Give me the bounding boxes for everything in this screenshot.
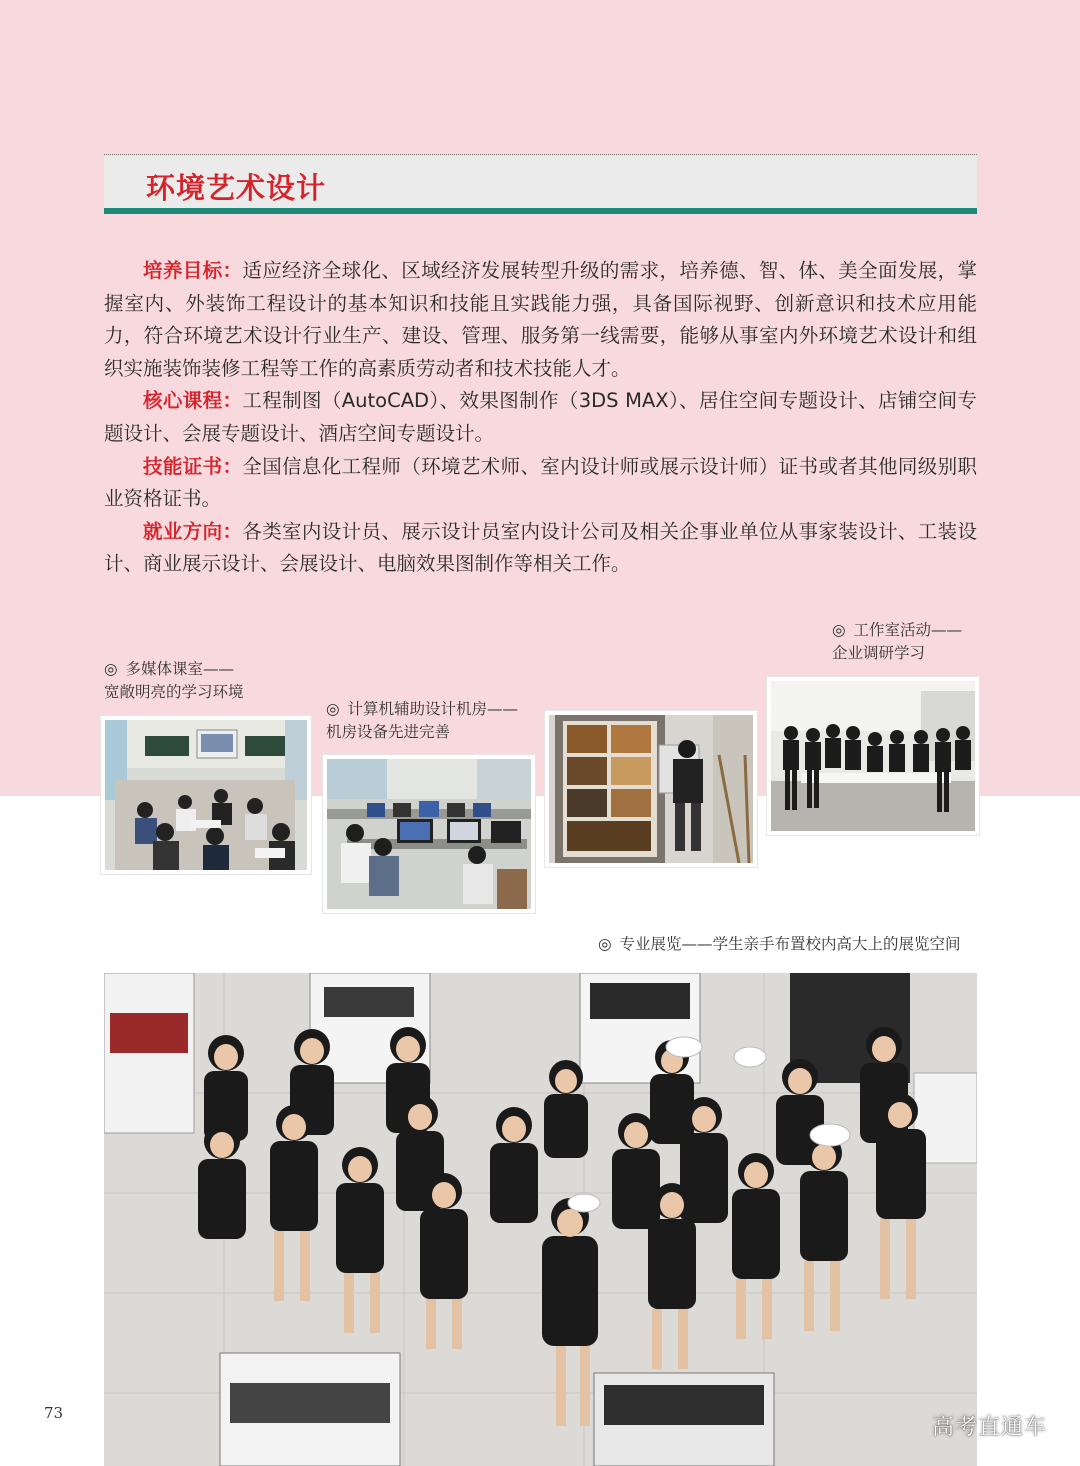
caption-bullet-icon: ◎ [326, 700, 340, 718]
caption-studio [832, 619, 962, 665]
label-employment: 就业方向： [143, 519, 243, 543]
caption-exhibition-line1: 专业展览——学生亲手布置校内高大上的展览空间 [619, 935, 961, 953]
text-employment: 各类室内设计员、展示设计员室内设计公司及相关企事业单位从事家装设计、工装设计、商业展示设计、会展设计、电脑效果图制作等相关工作。 [104, 519, 977, 576]
photo-computer-lab [323, 755, 535, 913]
caption-bullet-icon: ◎ [832, 621, 846, 639]
exhibition-boards-illustration [549, 715, 753, 863]
caption-computer-lab [326, 698, 518, 744]
studio-illustration [771, 681, 975, 831]
caption-studio-line2: 企业调研学习 [832, 644, 926, 662]
caption-multimedia [104, 658, 244, 704]
page-number: 73 [44, 1404, 64, 1422]
watermark: 高考直通车 [932, 1415, 1048, 1440]
label-certificates: 技能证书： [143, 454, 243, 478]
paragraph-core-courses [104, 385, 977, 450]
caption-computer-lab-line1: 计算机辅助设计机房—— [347, 700, 519, 718]
group-exhibition-illustration [104, 973, 977, 1466]
caption-bullet-icon: ◎ [598, 935, 612, 953]
caption-multimedia-line2: 宽敞明亮的学习环境 [104, 683, 244, 701]
paragraph-certificates [104, 451, 977, 516]
caption-exhibition [598, 933, 961, 956]
label-training-goal: 培养目标： [143, 259, 243, 282]
photo-multimedia-classroom [101, 716, 311, 874]
photo-exhibition-boards [545, 711, 757, 867]
text-certificates: 全国信息化工程师（环境艺术师、室内设计师或展示设计师）证书或者其他同级别职业资格证书。 [104, 454, 977, 511]
header-teal-rule [104, 208, 977, 214]
section-header [104, 154, 977, 214]
photo-group-exhibition [104, 973, 977, 1466]
caption-studio-line1: 工作室活动—— [853, 621, 963, 639]
caption-multimedia-line1: 多媒体课室—— [125, 660, 235, 678]
header-dotted-line [104, 154, 977, 155]
program-description [104, 255, 977, 581]
text-core-courses: 工程制图（AutoCAD）、效果图制作（3DS MAX）、居住空间专题设计、店铺空间专题设计、会展专题设计、酒店空间专题设计。 [104, 389, 977, 445]
section-title: 环境艺术设计 [146, 171, 327, 205]
paragraph-employment [104, 516, 977, 581]
classroom-illustration [105, 720, 307, 870]
caption-computer-lab-line2: 机房设备先进完善 [326, 723, 451, 741]
text-training-goal: 适应经济全球化、区域经济发展转型升级的需求，培养德、智、体、美全面发展，掌握室内、外装饰工程设计的基本知识和技能且实践能力强，具备国际视野、创新意识和技术应用能力，符合环境艺术设计行业生产、建设、管理、服务第一线需要，能够从事室内外环境艺术设计和组织实施装饰装修工程等工作的高素质劳动者和技术技能人才。 [104, 259, 977, 380]
label-core-courses: 核心课程： [143, 389, 243, 413]
caption-bullet-icon: ◎ [104, 660, 118, 678]
photo-studio-activity [767, 677, 979, 835]
paragraph-training-goal [104, 255, 977, 385]
computer-lab-illustration [327, 759, 531, 909]
